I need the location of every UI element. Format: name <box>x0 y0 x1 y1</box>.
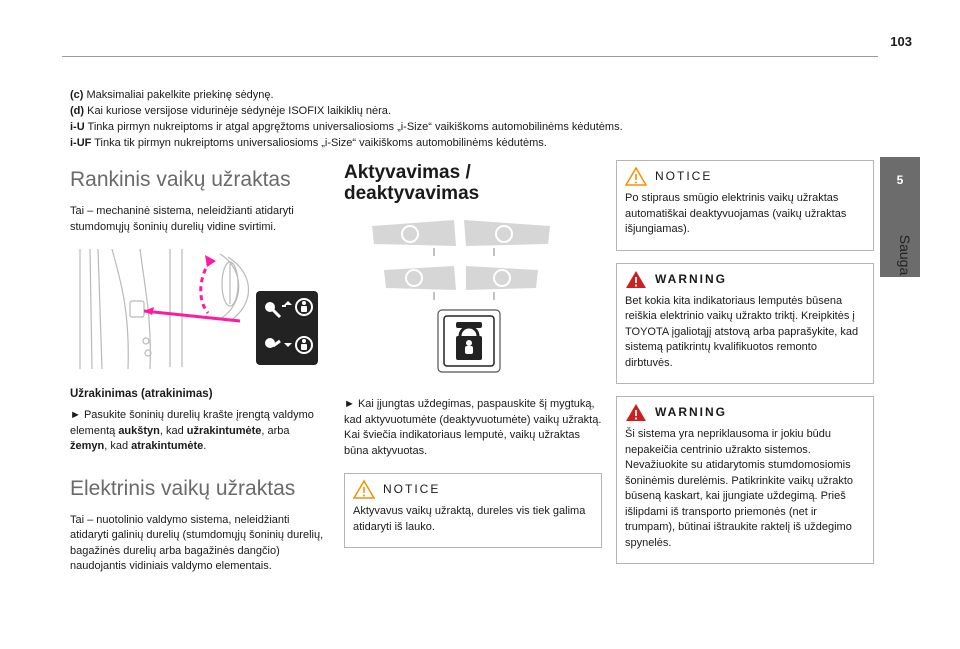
manual-lock-instruction: ► Pasukite šoninių durelių krašte įrengtą valdymo elementą aukštyn, kad užrakintumėte, arba žemyn, kad atrakintumėte. <box>70 409 314 452</box>
notice-box <box>616 160 874 251</box>
warning-box <box>616 263 874 385</box>
column-notices <box>616 160 874 564</box>
notice-title: NOTICE <box>655 169 713 183</box>
notice-box <box>344 473 602 548</box>
warning-triangle-icon <box>625 269 647 289</box>
section-title-activation: Aktyvavimas / deaktyvavimas <box>344 162 480 204</box>
footnote: i-UF Tinka tik pirmyn nukreiptoms universaliosioms „i-Size“ vaikiškoms automobilinėms kėdutėms. <box>70 137 547 149</box>
header-rule <box>62 56 878 57</box>
manual-lock-intro: Tai – mechaninė sistema, neleidžianti atidaryti stumdomųjų šoninių durelių vidine svirtimi. <box>70 205 294 233</box>
section-title-electric-lock: Elektrinis vaikų užraktas <box>70 476 296 500</box>
notice-triangle-icon <box>625 166 647 186</box>
page-number: 103 <box>890 34 912 49</box>
warning-triangle-icon <box>625 402 647 422</box>
notice-title: NOTICE <box>383 482 441 496</box>
warning-text: Ši sistema yra nepriklausoma ir jokiu būdu nepakeičia centrinio užrakto sistemos. Nevažiuokite su atidarytomis stumdomosiomis šoninėmis durelėmis. Patikrinkite vaikų užrakto būseną kaskart, kai įjungiate uždegimą. Prieš išlipdami iš transporto priemonės (net ir trumpam), būtinai ištraukite raktelį iš uždegimo spynelės. <box>625 428 854 549</box>
warning-box <box>616 396 874 564</box>
chapter-label: Sauga <box>897 234 913 276</box>
chapter-number: 5 <box>896 173 904 187</box>
notice-text: Po stipraus smūgio elektrinis vaikų užraktas automatiškai deaktyvuojamas (vaikų užraktas išjungiamas). <box>625 192 847 235</box>
warning-title: WARNING <box>655 405 727 419</box>
column-manual-electric <box>70 160 328 575</box>
car-top-view-icon <box>344 214 574 374</box>
warning-text: Bet kokia kita indikatoriaus lemputės būsena reiškia elektrinio vaikų užrakto triktį. Kreipkitės į TOYOTA įgaliotąjį atstovą arba paprašykite, kad sistemą patikrintų kvalifikuotos remonto dirbtuvės. <box>625 294 859 369</box>
footnote: (d) Kai kuriose versijose vidurinėje sėdynėje ISOFIX laikiklių nėra. <box>70 105 391 117</box>
footnote: i-U Tinka pirmyn nukreiptoms ir atgal apgręžtoms universaliosioms „i-Size“ vaikiškoms automobilinėms kėdutėms. <box>70 121 623 133</box>
electric-lock-intro: Tai – nuotolinio valdymo sistema, neleidžianti atidaryti galinių durelių (stumdomųjų šoninių durelių, bagažinės durelių arba bagažinės dangčio) naudojantis vidiniais valdymo elementais. <box>70 513 324 572</box>
warning-title: WARNING <box>655 271 727 286</box>
footnote: (c) Maksimaliai pakelkite priekinę sėdynę. <box>70 89 274 101</box>
column-activation <box>344 160 602 548</box>
lock-unlock-subheading: Užrakinimas (atrakinimas) <box>70 388 213 400</box>
footnotes <box>70 87 860 151</box>
indicator-text: Kai šviečia indikatoriaus lemputė, vaikų užraktas būna aktyvuotas. <box>344 429 581 457</box>
notice-triangle-icon <box>353 479 375 499</box>
notice-text: Aktyvavus vaikų užraktą, dureles vis tiek galima atidaryti iš lauko. <box>353 505 586 533</box>
activation-instruction: ► Kai įjungtas uždegimas, paspauskite šį mygtuką, kad aktyvuotumėte (deaktyvuotumėte) vaikų užraktą. <box>344 398 602 426</box>
section-title-manual-lock: Rankinis vaikų užraktas <box>70 168 291 191</box>
door-lock-illustration-icon <box>70 249 322 369</box>
